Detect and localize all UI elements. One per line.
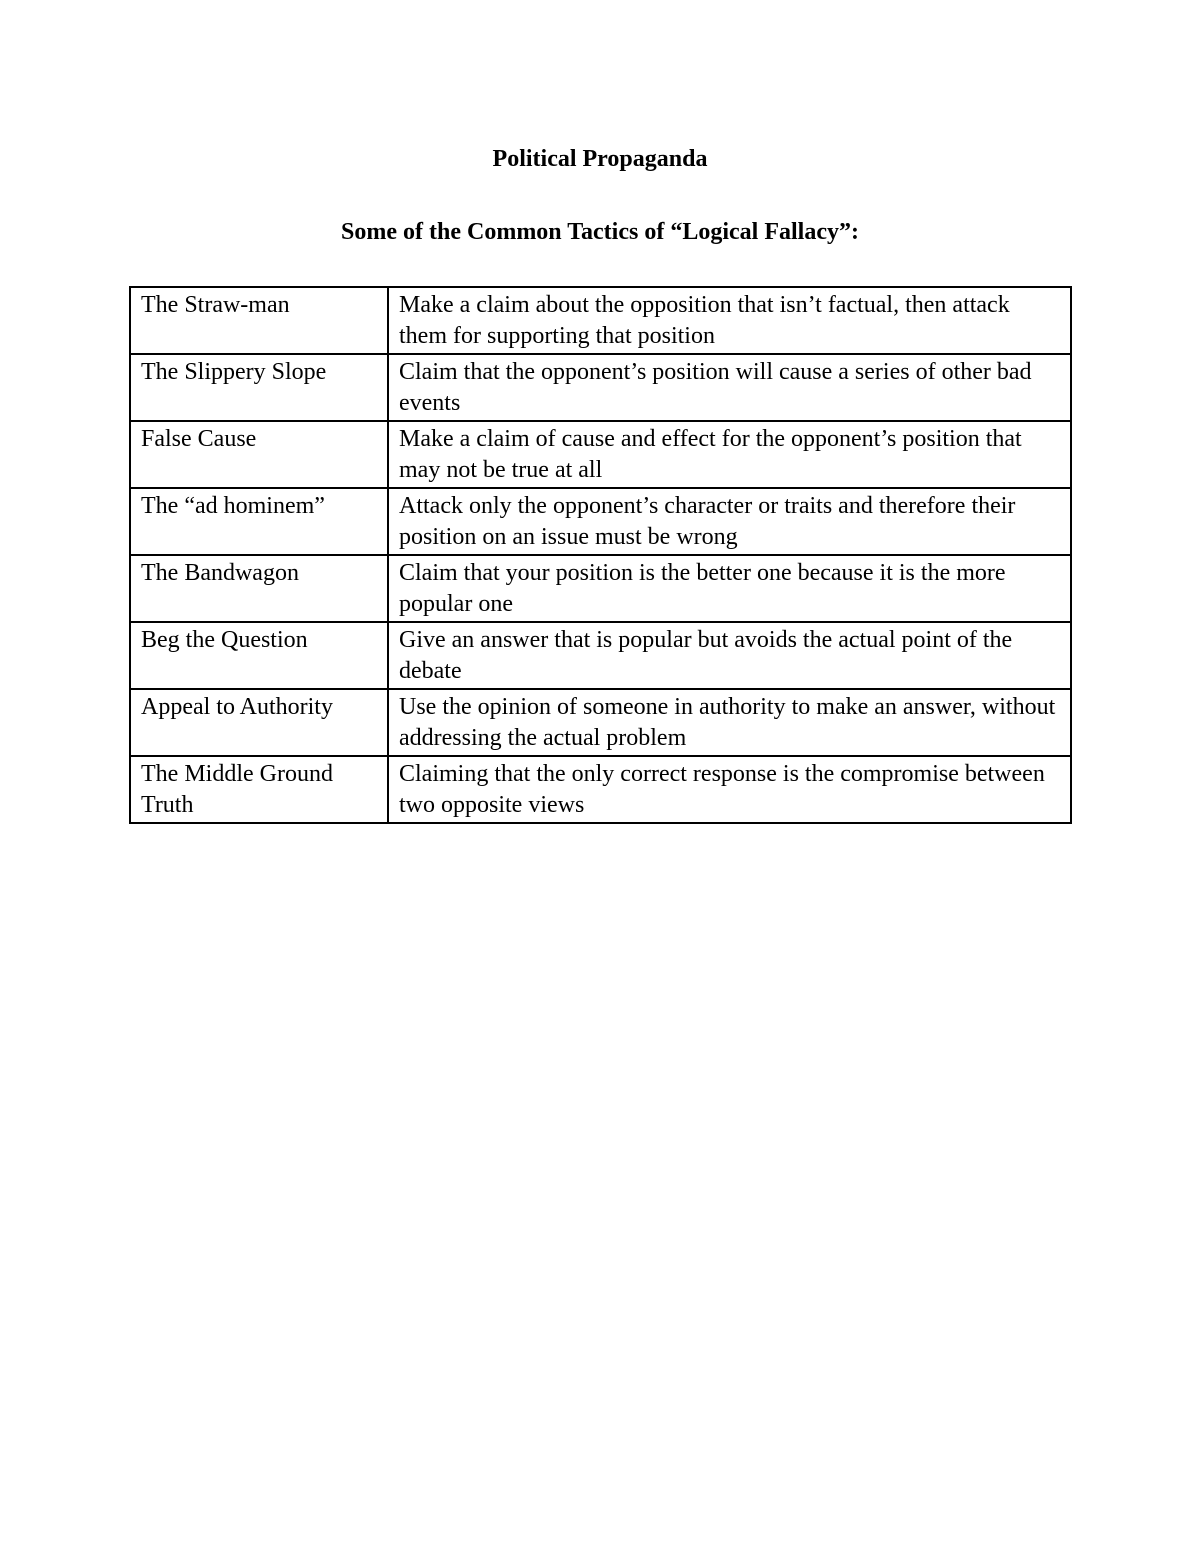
fallacy-table xyxy=(129,286,1072,824)
table-row xyxy=(130,421,1071,488)
table-row xyxy=(130,287,1071,354)
fallacy-term: The “ad hominem” xyxy=(130,488,388,555)
fallacy-definition: Give an answer that is popular but avoids the actual point of the debate xyxy=(388,622,1071,689)
fallacy-definition: Make a claim about the opposition that isn’t factual, then attack them for supporting that position xyxy=(388,287,1071,354)
fallacy-definition: Claim that your position is the better one because it is the more popular one xyxy=(388,555,1071,622)
table-row xyxy=(130,756,1071,823)
table-row xyxy=(130,689,1071,756)
fallacy-term: The Slippery Slope xyxy=(130,354,388,421)
fallacy-term: Appeal to Authority xyxy=(130,689,388,756)
fallacy-definition: Attack only the opponent’s character or traits and therefore their position on an issue must be wrong xyxy=(388,488,1071,555)
fallacy-term: False Cause xyxy=(130,421,388,488)
table-row xyxy=(130,555,1071,622)
table-row xyxy=(130,354,1071,421)
fallacy-term: The Bandwagon xyxy=(130,555,388,622)
page-subtitle: Some of the Common Tactics of “Logical Fallacy”: xyxy=(341,219,859,245)
fallacy-definition: Make a claim of cause and effect for the opponent’s position that may not be true at all xyxy=(388,421,1071,488)
page-title: Political Propaganda xyxy=(492,146,708,172)
table-row xyxy=(130,622,1071,689)
table-row xyxy=(130,488,1071,555)
fallacy-term: The Straw-man xyxy=(130,287,388,354)
fallacy-definition: Claiming that the only correct response is the compromise between two opposite views xyxy=(388,756,1071,823)
fallacy-term: The Middle Ground Truth xyxy=(130,756,388,823)
fallacy-definition: Claim that the opponent’s position will cause a series of other bad events xyxy=(388,354,1071,421)
fallacy-term: Beg the Question xyxy=(130,622,388,689)
fallacy-definition: Use the opinion of someone in authority to make an answer, without addressing the actual problem xyxy=(388,689,1071,756)
